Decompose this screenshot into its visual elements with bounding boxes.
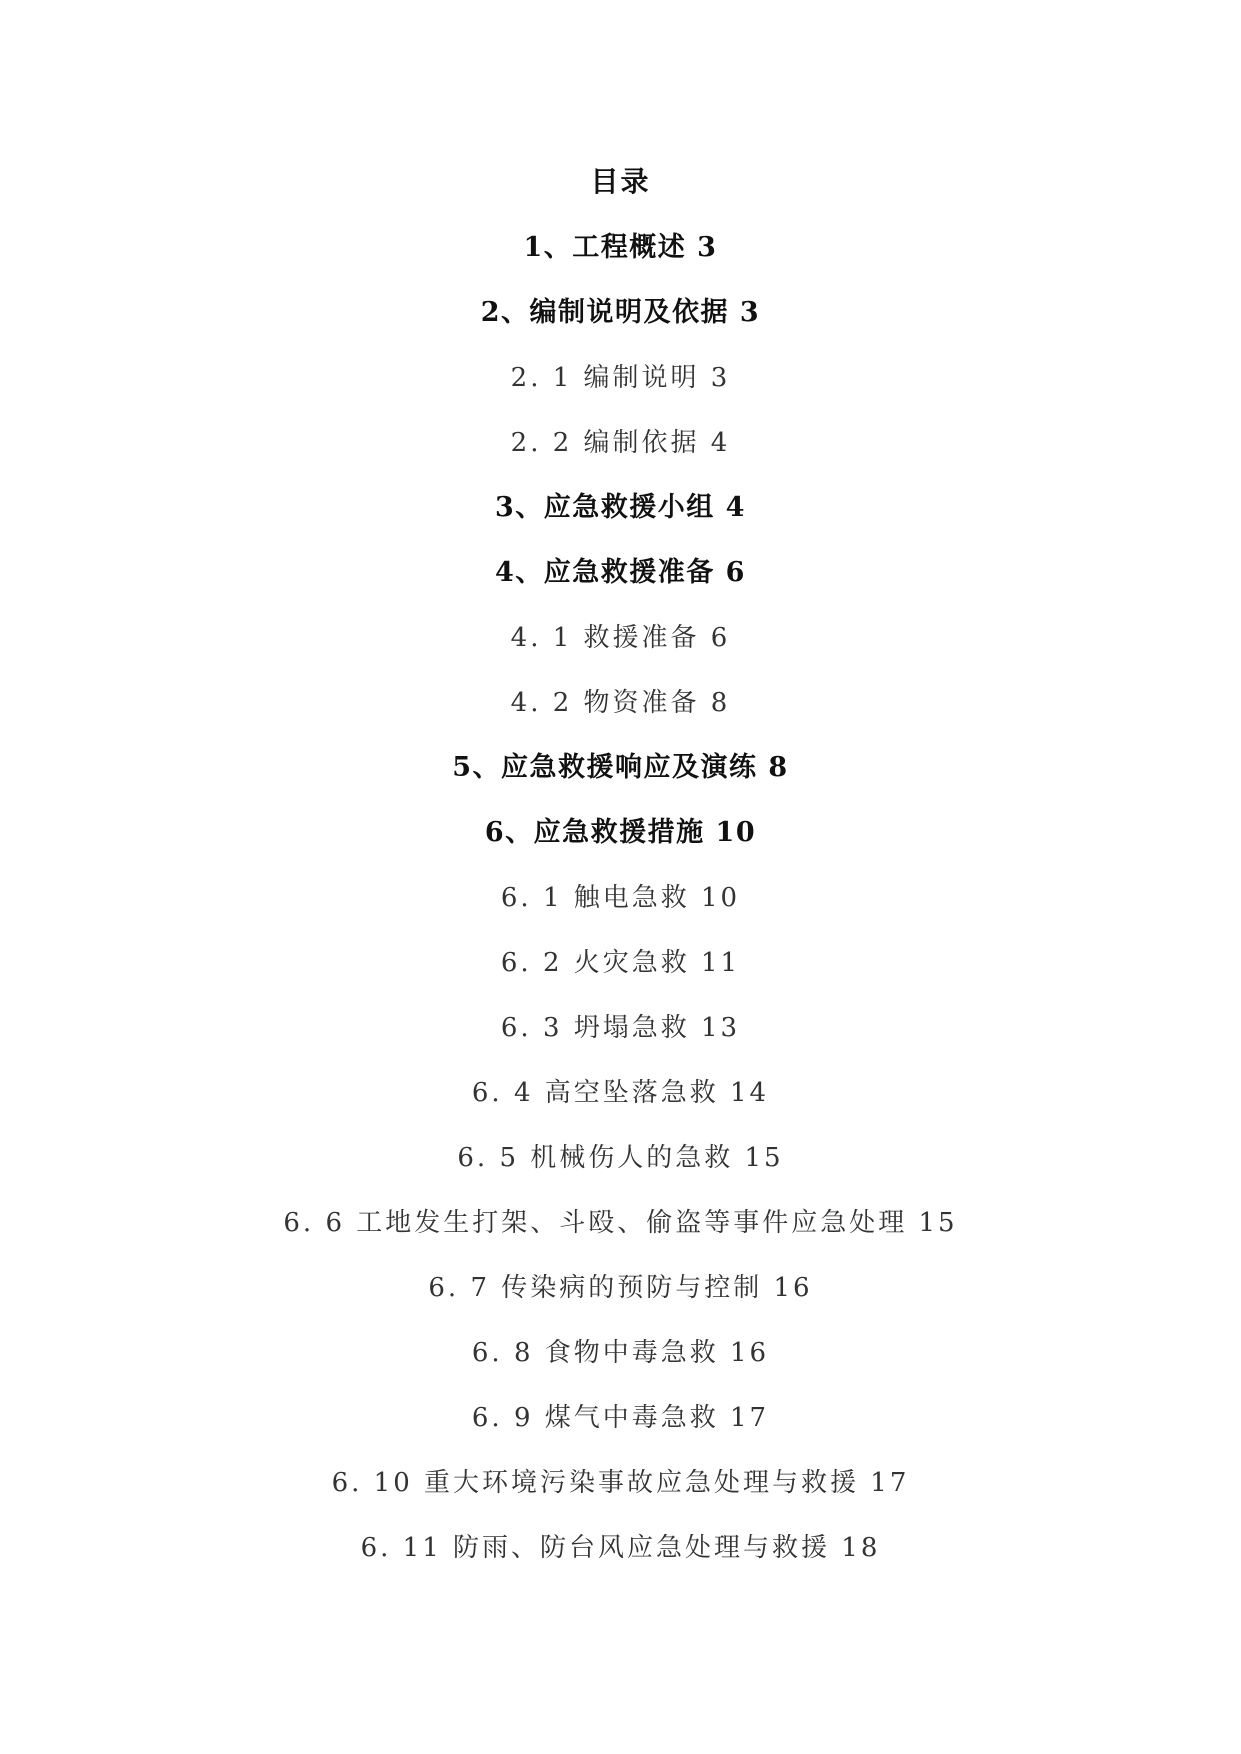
toc-entry-6[interactable]: 6、应急救援措施 10: [484, 817, 757, 848]
toc-entry-2-2[interactable]: 2. 2 编制依据 4: [510, 428, 731, 458]
toc-entry-5[interactable]: 5、应急救援响应及演练 8: [452, 752, 789, 783]
toc-entry-4-2[interactable]: 4. 2 物资准备 8: [510, 688, 731, 718]
toc-entry-4-1[interactable]: 4. 1 救援准备 6: [510, 623, 731, 653]
toc-entry-6-1[interactable]: 6. 1 触电急救 10: [500, 883, 741, 913]
toc-entry-6-5[interactable]: 6. 5 机械伤人的急救 15: [457, 1143, 784, 1173]
toc-list: [0, 228, 1241, 1593]
toc-entry-6-3[interactable]: 6. 3 坍塌急救 13: [500, 1013, 741, 1043]
toc-entry-6-8[interactable]: 6. 8 食物中毒急救 16: [471, 1338, 770, 1368]
toc-entry-1[interactable]: 1、工程概述 3: [523, 232, 718, 263]
toc-entry-6-10[interactable]: 6. 10 重大环境污染事故应急处理与救援 17: [331, 1468, 910, 1498]
toc-entry-4[interactable]: 4、应急救援准备 6: [495, 557, 746, 588]
toc-entry-6-11[interactable]: 6. 11 防雨、防台风应急处理与救援 18: [360, 1533, 881, 1563]
toc-entry-6-9[interactable]: 6. 9 煤气中毒急救 17: [471, 1403, 770, 1433]
toc-title: 目录: [590, 165, 651, 198]
toc-entry-6-7[interactable]: 6. 7 传染病的预防与控制 16: [428, 1273, 813, 1303]
toc-entry-2-1[interactable]: 2. 1 编制说明 3: [510, 363, 731, 393]
toc-entry-3[interactable]: 3、应急救援小组 4: [495, 492, 746, 523]
toc-entry-6-4[interactable]: 6. 4 高空坠落急救 14: [471, 1078, 770, 1108]
toc-entry-6-2[interactable]: 6. 2 火灾急救 11: [500, 948, 741, 978]
toc-entry-2[interactable]: 2、编制说明及依据 3: [480, 297, 761, 328]
toc-entry-6-6[interactable]: 6. 6 工地发生打架、斗殴、偷盗等事件应急处理 15: [283, 1208, 958, 1238]
